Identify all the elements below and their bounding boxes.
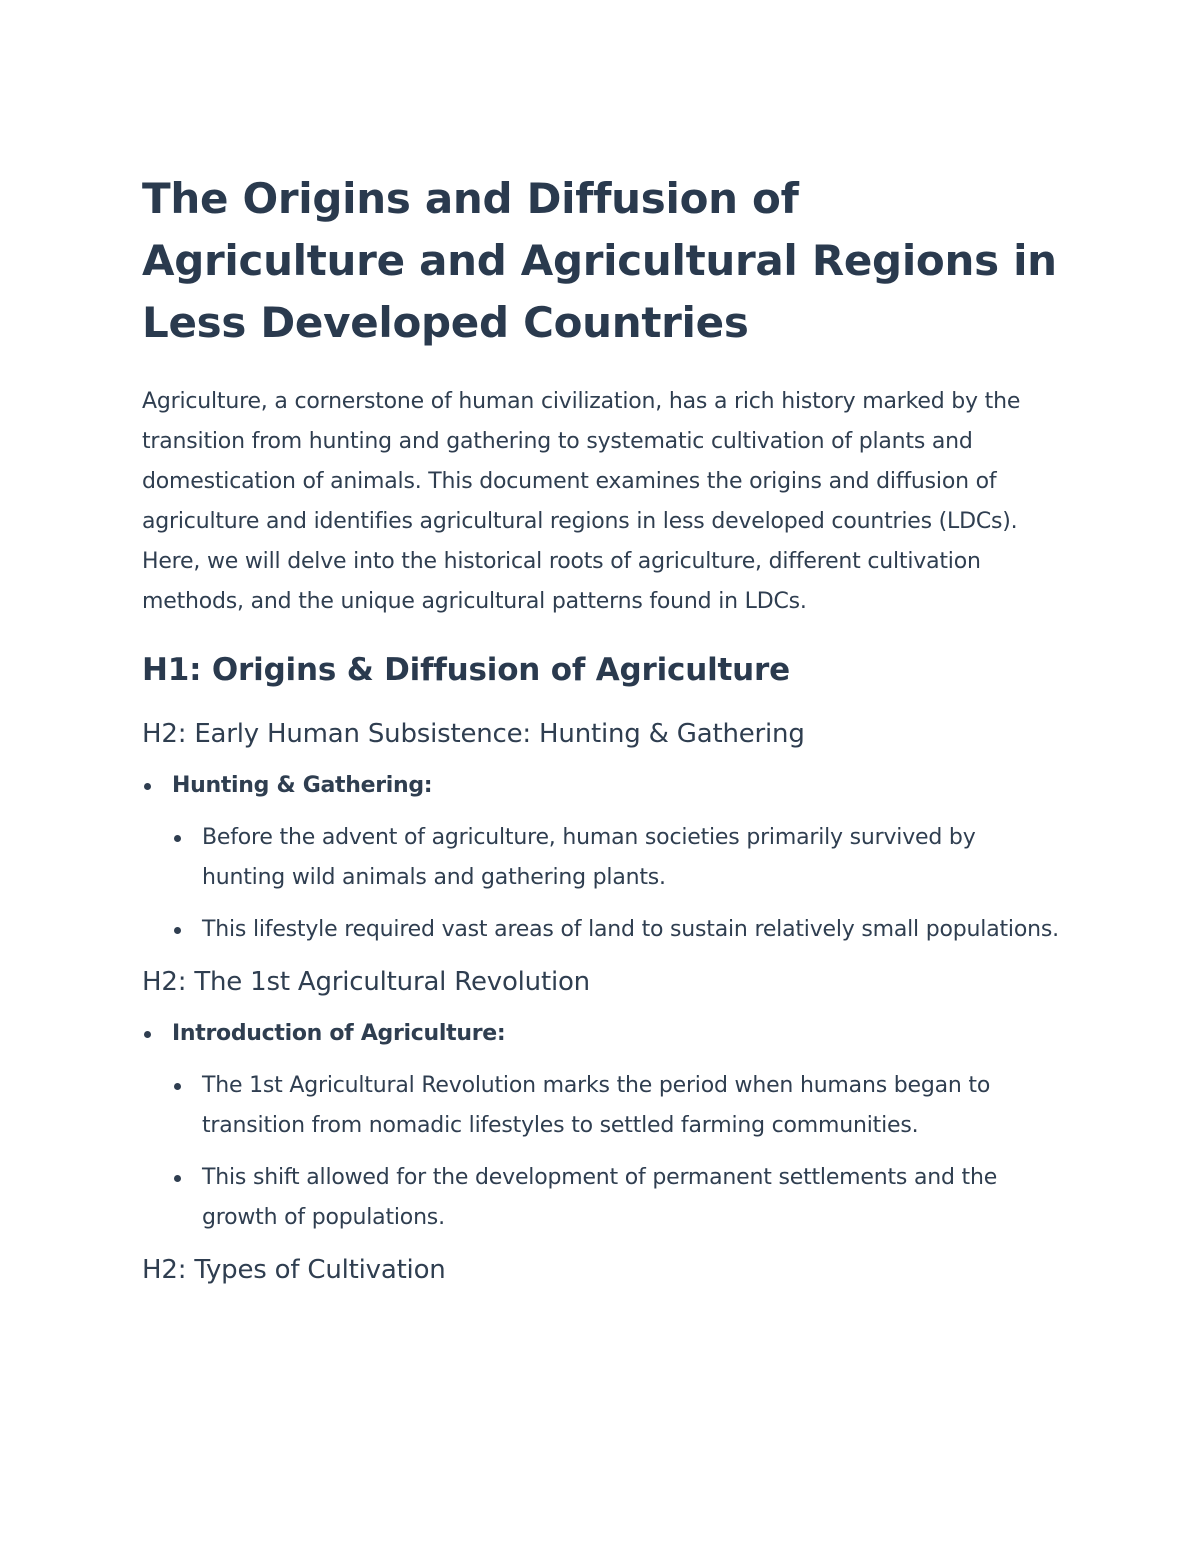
bullet-icon [174,1175,181,1182]
section-heading-origins: H1: Origins & Diffusion of Agriculture [142,652,790,688]
subsection-heading-hunting: H2: Early Human Subsistence: Hunting & Gathering [142,719,805,749]
bullet-icon [174,1083,181,1090]
sub-list-item [172,1158,1062,1238]
sub-list-item-text: This shift allowed for the development of permanent settlements and the growth of populations. [202,1165,998,1230]
list-item [142,1014,1062,1238]
sub-list-item [172,1066,1062,1146]
bullet-list [142,1014,1062,1238]
sub-list-item [172,910,1062,950]
sub-bullet-list [172,818,1062,950]
document-title: The Origins and Diffusion of Agriculture and Agricultural Regions in Less Developed Countries [142,174,1057,347]
bullet-icon [144,783,151,790]
sub-bullet-list [172,1066,1062,1238]
subsection-heading-cultivation: H2: Types of Cultivation [142,1255,446,1285]
bullet-icon [174,927,181,934]
sub-list-item-text: This lifestyle required vast areas of land to sustain relatively small populations. [202,917,1059,942]
bullet-list [142,766,1062,950]
intro-paragraph: Agriculture, a cornerstone of human civilization, has a rich history marked by the transition from hunting and gathering to systematic cultivation of plants and domestication of animals. This document examines the origins and diffusion of agriculture and identifies agricultural regions in less developed countries (LDCs). Here, we will delve into the historical roots of agriculture, different cultivation methods, and the unique agricultural patterns found in LDCs. [142,389,1021,614]
list-item-label: Hunting & Gathering: [172,773,433,798]
sub-list-item-text: The 1st Agricultural Revolution marks the period when humans began to transition from nomadic lifestyles to settled farming communities. [202,1073,991,1138]
subsection-heading-revolution: H2: The 1st Agricultural Revolution [142,967,590,997]
bullet-icon [174,835,181,842]
sub-list-item [172,818,1062,898]
document-page [142,168,1062,1290]
list-item [142,766,1062,950]
sub-list-item-text: Before the advent of agriculture, human societies primarily survived by hunting wild animals and gathering plants. [202,825,976,890]
list-item-label: Introduction of Agriculture: [172,1021,506,1046]
bullet-icon [144,1031,151,1038]
